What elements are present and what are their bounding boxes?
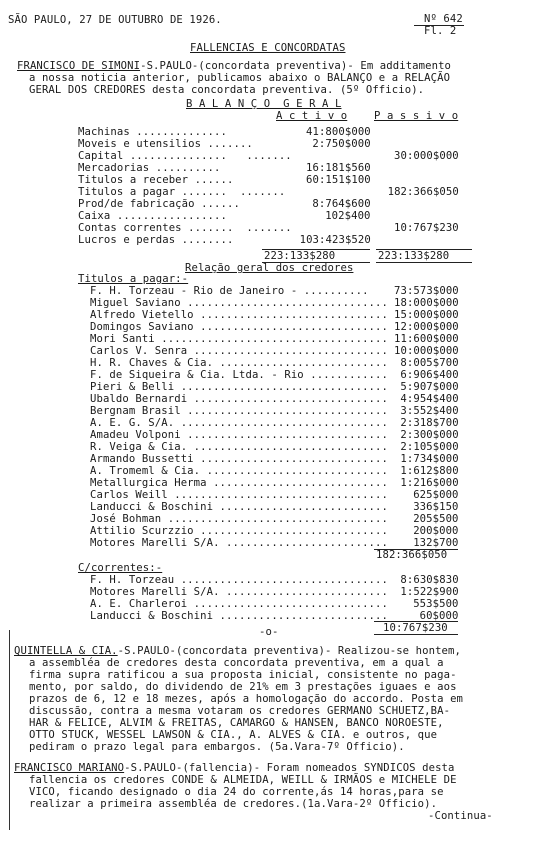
creditor-name: José Bohman .................................. [90, 513, 388, 525]
balance-label: Caixa ................. [78, 210, 227, 222]
creditor-value: 18:000$000 [394, 297, 459, 309]
creditor-value: 4:954$400 [400, 393, 459, 405]
simoni-intro-3: GERAL DOS CREDORES desta concordata preventiva. (5º Officio). [29, 84, 425, 96]
simoni-intro-2: a nossa noticia anterior, publicamos abaixo o BALANÇO e a RELAÇÃO [29, 72, 451, 84]
creditor-name: Miguel Saviano ............................... [90, 297, 388, 309]
creditor-name: Metallurgica Herma ........................... [90, 477, 388, 489]
creditor-name: F. H. Torzeau ................................ [90, 574, 388, 586]
creditor-name: Landucci & Boschini .......................... [90, 501, 388, 513]
creditor-value: 6:906$400 [400, 369, 459, 381]
quintella-line-1 [14, 645, 461, 657]
quintella-head: QUINTELLA & CIA. [14, 645, 118, 657]
quintella-line: mento, por saldo, do dividendo de 21% em 3 prestações iguaes e aos [29, 681, 457, 693]
mariano-line-1 [14, 762, 455, 774]
creditor-name: A. Tromeml & Cia. ............................ [90, 465, 388, 477]
titulos-head: Titulos a pagar:- [78, 273, 189, 285]
creditor-name: Attilio Scurzzio ............................. [90, 525, 388, 537]
col-passivo: P a s s i v o [374, 110, 459, 122]
balance-label: Contas correntes ....... ....... [78, 222, 292, 234]
creditor-value: 132$700 [413, 537, 459, 549]
total-correntes: 10:767$230 [383, 622, 448, 634]
balance-label: Mercadorias .......... [78, 162, 221, 174]
creditor-name: Landucci & Boschini .......................... [90, 610, 388, 622]
balance-passivo: 182:366$050 [387, 186, 459, 198]
total-passivo: 223:133$280 [378, 250, 450, 262]
creditor-name: Carlos Weill ................................. [90, 489, 388, 501]
creditor-name: F. H. Torzeau - Rio de Janeiro - .......... [90, 285, 369, 297]
quintella-line: a assembléa de credores desta concordata preventiva, em a qual a [29, 657, 444, 669]
mariano-line: fallencia os credores CONDE & ALMEIDA, WEILL & IRMÃOS e MICHELE DE [29, 774, 457, 786]
creditor-value: 1:522$900 [400, 586, 459, 598]
balance-label: Titulos a receber ...... [78, 174, 234, 186]
creditor-name: A. E. G. S/A. ................................ [90, 417, 388, 429]
quintella-line: HAR & FELICE, ALVIM & FREITAS, CAMARGO & HANSEN, BANCO NOROESTE, [29, 717, 444, 729]
simoni-head: FRANCISCO DE SIMONI [17, 60, 141, 72]
creditor-name: Amadeu Volponi ............................... [90, 429, 388, 441]
balance-activo: 16:181$560 [306, 162, 371, 174]
creditor-value: 11:600$000 [394, 333, 459, 345]
creditor-value: 60$000 [419, 610, 459, 622]
total-activo: 223:133$280 [264, 250, 336, 262]
creditor-value: 1:216$000 [400, 477, 459, 489]
creditor-value: 1:734$000 [400, 453, 459, 465]
quintella-line: discussão, contra a mesma votaram os credores GERMANO SCHUETZ,BA- [29, 705, 451, 717]
creditor-name: Pieri & Belli ................................ [90, 381, 388, 393]
page-number: Nº 642 [424, 13, 463, 25]
balance-passivo: 30:000$000 [394, 150, 459, 162]
quintella-line: prazos de 6, 12 e 18 mezes, após a homologação do accordo. Posta em [29, 693, 464, 705]
passivo-double-rule [376, 262, 472, 263]
balance-label: Titulos a pagar ....... ....... [78, 186, 286, 198]
creditor-value: 553$500 [413, 598, 459, 610]
balance-label: Lucros e perdas ........ [78, 234, 234, 246]
continua: -Continua- [428, 810, 493, 822]
balance-label: Machinas .............. [78, 126, 227, 138]
quintella-line: OTTO STUCK, WESSEL LAWSON & CIA., A. ALVES & CIA. e outros, que [29, 729, 438, 741]
creditor-value: 200$000 [413, 525, 459, 537]
balance-activo: 103:423$520 [299, 234, 371, 246]
mariano-line-1-text: -S.PAULO-(fallencia)- Foram nomeados SYNDICOS desta [124, 762, 455, 774]
balance-label: Capital ............... ....... [78, 150, 292, 162]
quintella-line: firma supra ratificou a sua proposta inicial, consistente no paga- [29, 669, 457, 681]
balance-activo: 2:750$000 [312, 138, 371, 150]
creditor-value: 1:612$800 [400, 465, 459, 477]
creditor-name: F. de Siqueira & Cia. Ltda. - Rio ............ [90, 369, 388, 381]
mariano-head: FRANCISCO MARIANO [14, 762, 125, 774]
creditor-name: Alfredo Vietello ............................. [90, 309, 388, 321]
simoni-intro-1 [17, 60, 451, 72]
correntes-double-rule [374, 634, 458, 635]
creditor-name: Armando Bussetti ............................. [90, 453, 388, 465]
creditor-name: Carlos V. Senra .............................. [90, 345, 388, 357]
quintella-line-1-text: -S.PAULO-(concordata preventiva)- Realizou-se hontem, [117, 645, 461, 657]
creditor-name: Motores Marelli S/A. ......................... [90, 586, 388, 598]
creditor-value: 12:000$000 [394, 321, 459, 333]
creditor-name: A. E. Charleroi .............................. [90, 598, 388, 610]
creditor-name: Domingos Saviano ............................. [90, 321, 388, 333]
creditor-value: 2:300$000 [400, 429, 459, 441]
creditor-name: R. Veiga & Cia. .............................. [90, 441, 388, 453]
relacao-title: Relação geral dos credores [185, 262, 354, 274]
balance-label: Prod/de fabricação ...... [78, 198, 240, 210]
creditor-value: 73:573$000 [394, 285, 459, 297]
sheet-number: Fl. 2 [424, 25, 457, 37]
balance-activo: 8:764$600 [312, 198, 371, 210]
separator: -o- [259, 626, 279, 638]
creditor-value: 5:907$000 [400, 381, 459, 393]
col-activo: A c t i v o [276, 110, 348, 122]
quintella-line: pediram o prazo legal para embargos. (5a.Vara-7º Officio). [29, 741, 405, 753]
creditor-value: 2:318$700 [400, 417, 459, 429]
creditor-name: H. R. Chaves & Cia. .......................... [90, 357, 388, 369]
creditor-value: 15:000$000 [394, 309, 459, 321]
balance-title: B A L A N Ç O G E R A L [186, 98, 342, 110]
creditor-name: Ubaldo Bernardi .............................. [90, 393, 388, 405]
dateline: SÃO PAULO, 27 DE OUTUBRO DE 1926. [8, 14, 222, 26]
creditor-value: 2:105$000 [400, 441, 459, 453]
creditor-value: 8:005$700 [400, 357, 459, 369]
section-title: FALLENCIAS E CONCORDATAS [190, 42, 346, 54]
creditor-name: Motores Marelli S/A. ......................... [90, 537, 388, 549]
creditor-name: Bergnam Brasil ............................... [90, 405, 388, 417]
balance-passivo: 10:767$230 [394, 222, 459, 234]
creditor-name: Mori Santi ................................... [90, 333, 388, 345]
margin-line [9, 630, 10, 830]
balance-label: Moveis e utensilios ....... [78, 138, 253, 150]
correntes-head: C/correntes:- [78, 562, 163, 574]
mariano-line: realizar a primeira assembléa de credores.(1a.Vara-2º Officio). [29, 798, 438, 810]
mariano-line: VICO, ficando designado o dia 24 do corrente,ás 14 horas,para se [29, 786, 444, 798]
creditor-value: 336$150 [413, 501, 459, 513]
balance-activo: 102$400 [325, 210, 371, 222]
creditor-value: 205$500 [413, 513, 459, 525]
creditor-value: 8:630$830 [400, 574, 459, 586]
creditor-value: 625$000 [413, 489, 459, 501]
balance-activo: 60:151$100 [306, 174, 371, 186]
creditor-value: 3:552$400 [400, 405, 459, 417]
balance-activo: 41:800$000 [306, 126, 371, 138]
simoni-intro-1-text: -S.PAULO-(concordata preventiva)- Em additamento [140, 60, 452, 72]
total-titulos: 182:366$050 [376, 549, 448, 561]
creditor-value: 10:000$000 [394, 345, 459, 357]
